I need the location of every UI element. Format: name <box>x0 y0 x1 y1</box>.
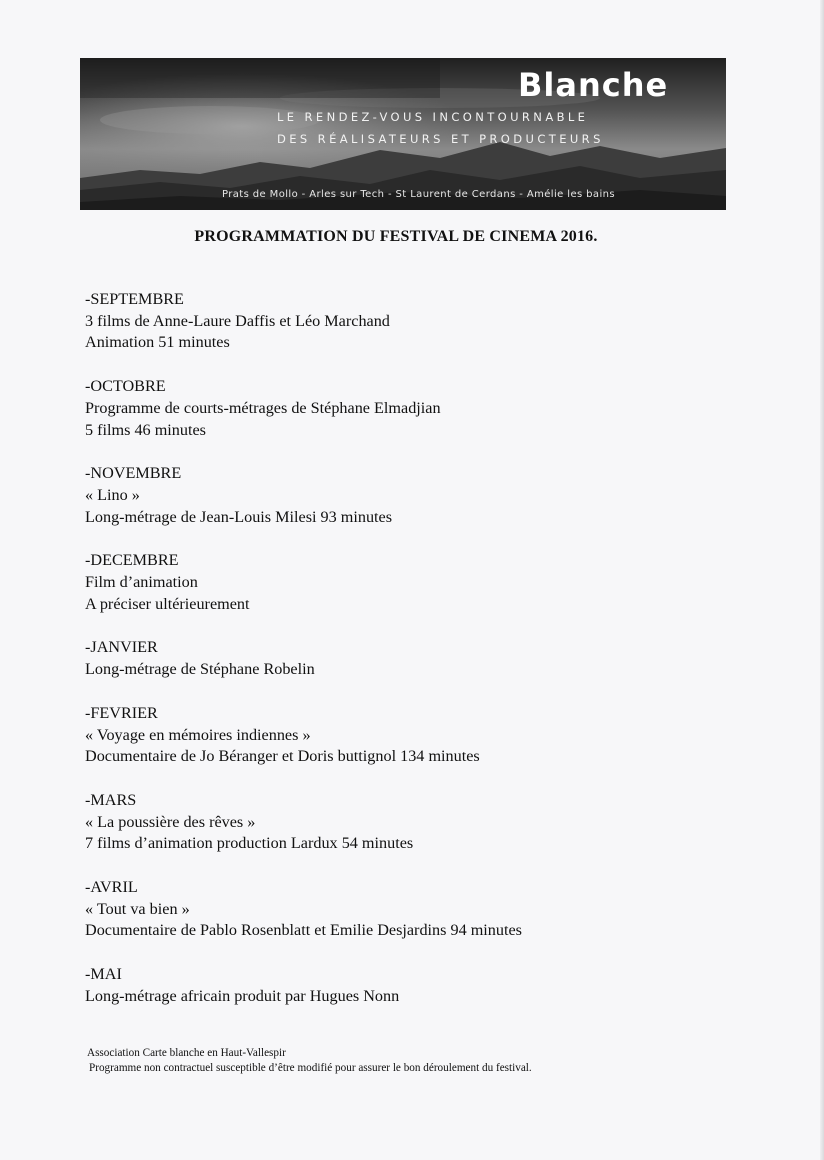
month-detail: Long-métrage africain produit par Hugues Nonn <box>85 986 400 1005</box>
month-detail: Long-métrage de Jean-Louis Milesi 93 minutes <box>85 507 393 526</box>
month-block-octobre <box>85 376 725 441</box>
month-block-septembre <box>85 289 725 354</box>
month-detail: « Lino » <box>85 485 140 504</box>
month-detail: Documentaire de Jo Béranger et Doris buttignol 134 minutes <box>85 747 480 766</box>
month-block-avril <box>85 877 725 942</box>
month-name: -MARS <box>85 790 137 809</box>
month-detail: « Tout va bien » <box>85 899 190 918</box>
month-detail: 5 films 46 minutes <box>85 420 206 439</box>
banner-places: Prats de Mollo - Arles sur Tech - St Laurent de Cerdans - Amélie les bains <box>222 189 615 200</box>
month-detail: Animation 51 minutes <box>85 333 230 352</box>
month-detail: Film d’animation <box>85 573 198 592</box>
month-name: -JANVIER <box>85 638 158 657</box>
month-detail: A préciser ultérieurement <box>85 594 250 613</box>
month-block-fevrier <box>85 703 725 768</box>
month-block-decembre <box>85 550 725 615</box>
month-name: -SEPTEMBRE <box>85 290 184 308</box>
footer-association: Association Carte blanche en Haut-Vallespir <box>87 1047 286 1059</box>
month-detail: Long-métrage de Stéphane Robelin <box>85 660 315 679</box>
month-block-mai <box>85 964 725 1007</box>
month-name: -NOVEMBRE <box>85 464 182 483</box>
banner-subtitle-line2: DES RÉALISATEURS ET PRODUCTEURS <box>277 132 604 146</box>
month-detail: Documentaire de Pablo Rosenblatt et Emilie Desjardins 94 minutes <box>85 921 522 940</box>
month-block-novembre <box>85 463 725 528</box>
month-name: -MAI <box>85 965 122 984</box>
festival-banner <box>80 58 726 210</box>
footer-disclaimer: Programme non contractuel susceptible d’être modifié pour assurer le bon déroulement du festival. <box>89 1062 532 1074</box>
footer-note <box>87 1046 532 1076</box>
month-detail: 7 films d’animation production Lardux 54 minutes <box>85 834 414 853</box>
month-detail: « La poussière des rêves » <box>85 812 256 831</box>
month-detail: « Voyage en mémoires indiennes » <box>85 725 311 744</box>
page-title-text: PROGRAMMATION DU FESTIVAL DE CINEMA 2016. <box>194 228 598 245</box>
program-list <box>85 289 725 1030</box>
month-name: -DECEMBRE <box>85 551 179 570</box>
page-title <box>0 228 824 246</box>
month-name: -FEVRIER <box>85 703 158 722</box>
month-block-janvier <box>85 637 725 680</box>
month-detail: 3 films de Anne-Laure Daffis et Léo Marchand <box>85 311 390 330</box>
month-block-mars <box>85 790 725 855</box>
page-edge <box>820 0 824 1160</box>
month-name: -AVRIL <box>85 878 138 897</box>
month-name: -OCTOBRE <box>85 377 166 396</box>
month-detail: Programme de courts-métrages de Stéphane Elmadjian <box>85 398 441 417</box>
banner-title: Blanche <box>518 66 669 104</box>
banner-subtitle-line1: LE RENDEZ-VOUS INCONTOURNABLE <box>277 110 589 124</box>
